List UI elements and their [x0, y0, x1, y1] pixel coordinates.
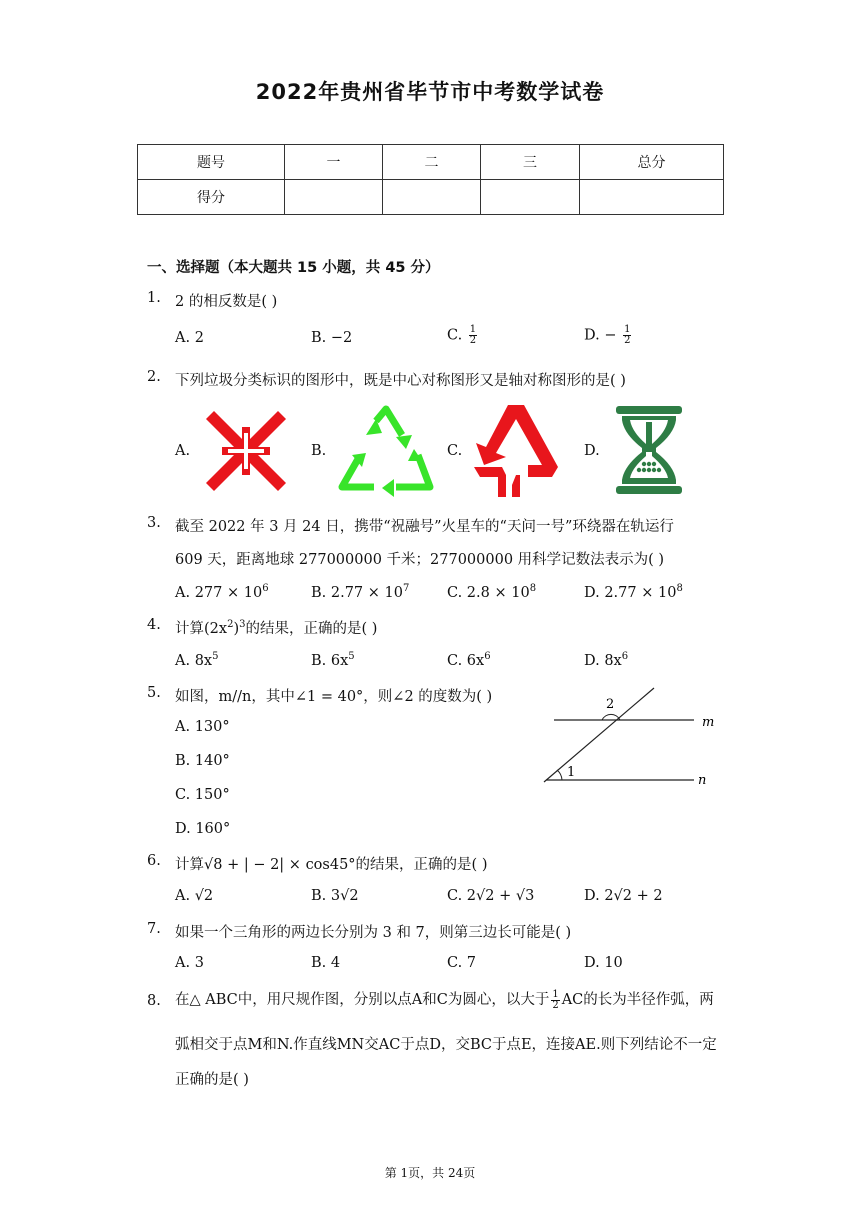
question-number: 1.: [147, 290, 161, 306]
fraction-numerator: 1: [469, 324, 477, 335]
option-base: D. 2.77 × 10: [584, 584, 677, 601]
fraction: [623, 325, 631, 346]
question-text: 2 的相反数是( ): [175, 294, 278, 310]
question-number: 4.: [147, 617, 161, 633]
option-a: A.: [175, 443, 191, 459]
green-hourglass-symbol-icon: [614, 404, 684, 496]
option-exponent: 8: [676, 583, 683, 594]
angle-1-label: 1: [567, 765, 576, 780]
score-row-label: 得分: [138, 180, 285, 215]
option-prefix: D. −: [584, 327, 617, 344]
option-a: [175, 651, 218, 669]
page-title: 2022年贵州省毕节市中考数学试卷: [255, 80, 605, 104]
score-cell: [285, 180, 383, 215]
question-number: 2.: [147, 369, 161, 385]
option-b: B.: [311, 443, 327, 459]
option-exponent: 5: [212, 651, 219, 662]
question-text: 如果一个三角形的两边长分别为 3 和 7，则第三边长可能是( ): [175, 925, 572, 941]
option-c: [447, 583, 536, 601]
option-b: [311, 583, 409, 601]
section-heading: 一、选择题（本大题共 15 小题，共 45 分）: [147, 260, 440, 276]
text-part: ): [233, 621, 240, 637]
option-a: [175, 583, 269, 601]
fraction-numerator: 1: [552, 988, 559, 1000]
fraction-denominator: 2: [624, 335, 631, 346]
score-cell: [383, 180, 481, 215]
option-base: B. 2.77 × 10: [311, 584, 403, 601]
option-base: D. 8x: [584, 652, 622, 669]
option-d: [584, 325, 633, 346]
score-header-cell: 题号: [138, 145, 285, 180]
option-d: D. 10: [584, 955, 623, 971]
question-text-line2: 609 天，距离地球 277000000 千米；277000000 用科学记数法表示为( ): [175, 552, 665, 568]
option-b: B. 140°: [175, 753, 230, 769]
option-base: A. 277 × 10: [175, 584, 263, 601]
angle-2-label: 2: [606, 697, 615, 712]
option-a: A. √2: [175, 888, 214, 904]
text-part: AC的长为半径作弧，两: [561, 992, 714, 1008]
option-exponent: 5: [348, 651, 355, 662]
option-d: [584, 651, 628, 669]
angle-1-arc: [557, 770, 562, 780]
option-b: B. 3√2: [311, 888, 359, 904]
option-c: C.: [447, 443, 463, 459]
text-exponent: 3: [239, 619, 246, 631]
option-base: A. 8x: [175, 652, 213, 669]
transversal-line: [544, 688, 654, 782]
option-d: D. 2√2 + 2: [584, 888, 663, 904]
question-text: 如图，m//n，其中∠1 = 40°，则∠2 的度数为( ): [175, 689, 493, 705]
question-text-line3: 正确的是( ): [175, 1072, 249, 1088]
score-cell: [580, 180, 724, 215]
fraction-denominator: 2: [552, 999, 559, 1011]
text-part: 计算(2x: [175, 621, 228, 637]
fraction-denominator: 2: [469, 335, 477, 346]
option-prefix: C.: [447, 327, 463, 344]
score-table-row: [138, 180, 724, 215]
option-b: B. 4: [311, 955, 341, 971]
option-c: C. 7: [447, 955, 477, 971]
green-recycle-symbol-icon: [336, 405, 436, 497]
option-base: C. 2.8 × 10: [447, 584, 530, 601]
option-a: A. 2: [175, 330, 204, 346]
option-base: B. 6x: [311, 652, 349, 669]
question-number: 3.: [147, 515, 161, 531]
option-c: C. 2√2 + √3: [447, 888, 535, 904]
option-exponent: 6: [262, 583, 269, 594]
question-text: 下列垃圾分类标识的图形中，既是中心对称图形又是轴对称图形的是( ): [175, 373, 626, 389]
red-arrows-symbol-icon: [200, 405, 292, 497]
option-d: D.: [584, 443, 600, 459]
option-a: A. 130°: [175, 719, 230, 735]
red-triangle-symbol-icon: [472, 403, 562, 497]
text-part: 的结果，正确的是( ): [245, 621, 378, 637]
question-text: [175, 988, 714, 1011]
parallel-lines-figure: [540, 684, 720, 790]
option-exponent: 7: [402, 583, 410, 594]
option-d: [584, 583, 683, 601]
question-number: 8.: [147, 993, 161, 1009]
option-exponent: 6: [484, 651, 491, 662]
question-number: 5.: [147, 685, 161, 701]
question-number: 7.: [147, 921, 161, 937]
page-footer: 第 1页，共 24页: [384, 1166, 476, 1180]
option-a: A. 3: [175, 955, 204, 971]
text-part: 在△ ABC中，用尺规作图，分别以点A和C为圆心，以大于: [175, 992, 550, 1008]
option-b: B. −2: [311, 330, 353, 346]
option-c: [447, 325, 479, 346]
fraction: [551, 990, 559, 1011]
option-base: C. 6x: [447, 652, 485, 669]
option-c: [447, 651, 491, 669]
option-exponent: 6: [621, 651, 629, 662]
question-text-line2: 弧相交于点M和N.作直线MN交AC于点D，交BC于点E，连接AE.则下列结论不一定: [175, 1037, 717, 1053]
fraction-numerator: 1: [624, 324, 631, 335]
line-n-label: n: [698, 773, 707, 788]
score-table-header-row: [138, 145, 724, 180]
score-table: [137, 144, 724, 215]
question-text: 计算√8 + | − 2| × cos45°的结果，正确的是( ): [175, 857, 488, 873]
question-number: 6.: [147, 853, 161, 869]
question-text: [175, 617, 377, 638]
score-header-cell: 总分: [580, 145, 724, 180]
question-text: 截至 2022 年 3 月 24 日，携带“祝融号”火星车的“天问一号”环绕器在轨运行: [175, 519, 674, 535]
score-header-cell: 二: [383, 145, 481, 180]
score-cell: [481, 180, 580, 215]
line-m-label: m: [702, 715, 715, 730]
option-c: C. 150°: [175, 787, 230, 803]
option-d: D. 160°: [175, 821, 231, 837]
score-header-cell: 三: [481, 145, 580, 180]
option-b: [311, 651, 355, 669]
option-exponent: 8: [529, 583, 537, 594]
text-exponent: 2: [227, 619, 234, 631]
fraction: [469, 325, 477, 346]
score-header-cell: 一: [285, 145, 383, 180]
